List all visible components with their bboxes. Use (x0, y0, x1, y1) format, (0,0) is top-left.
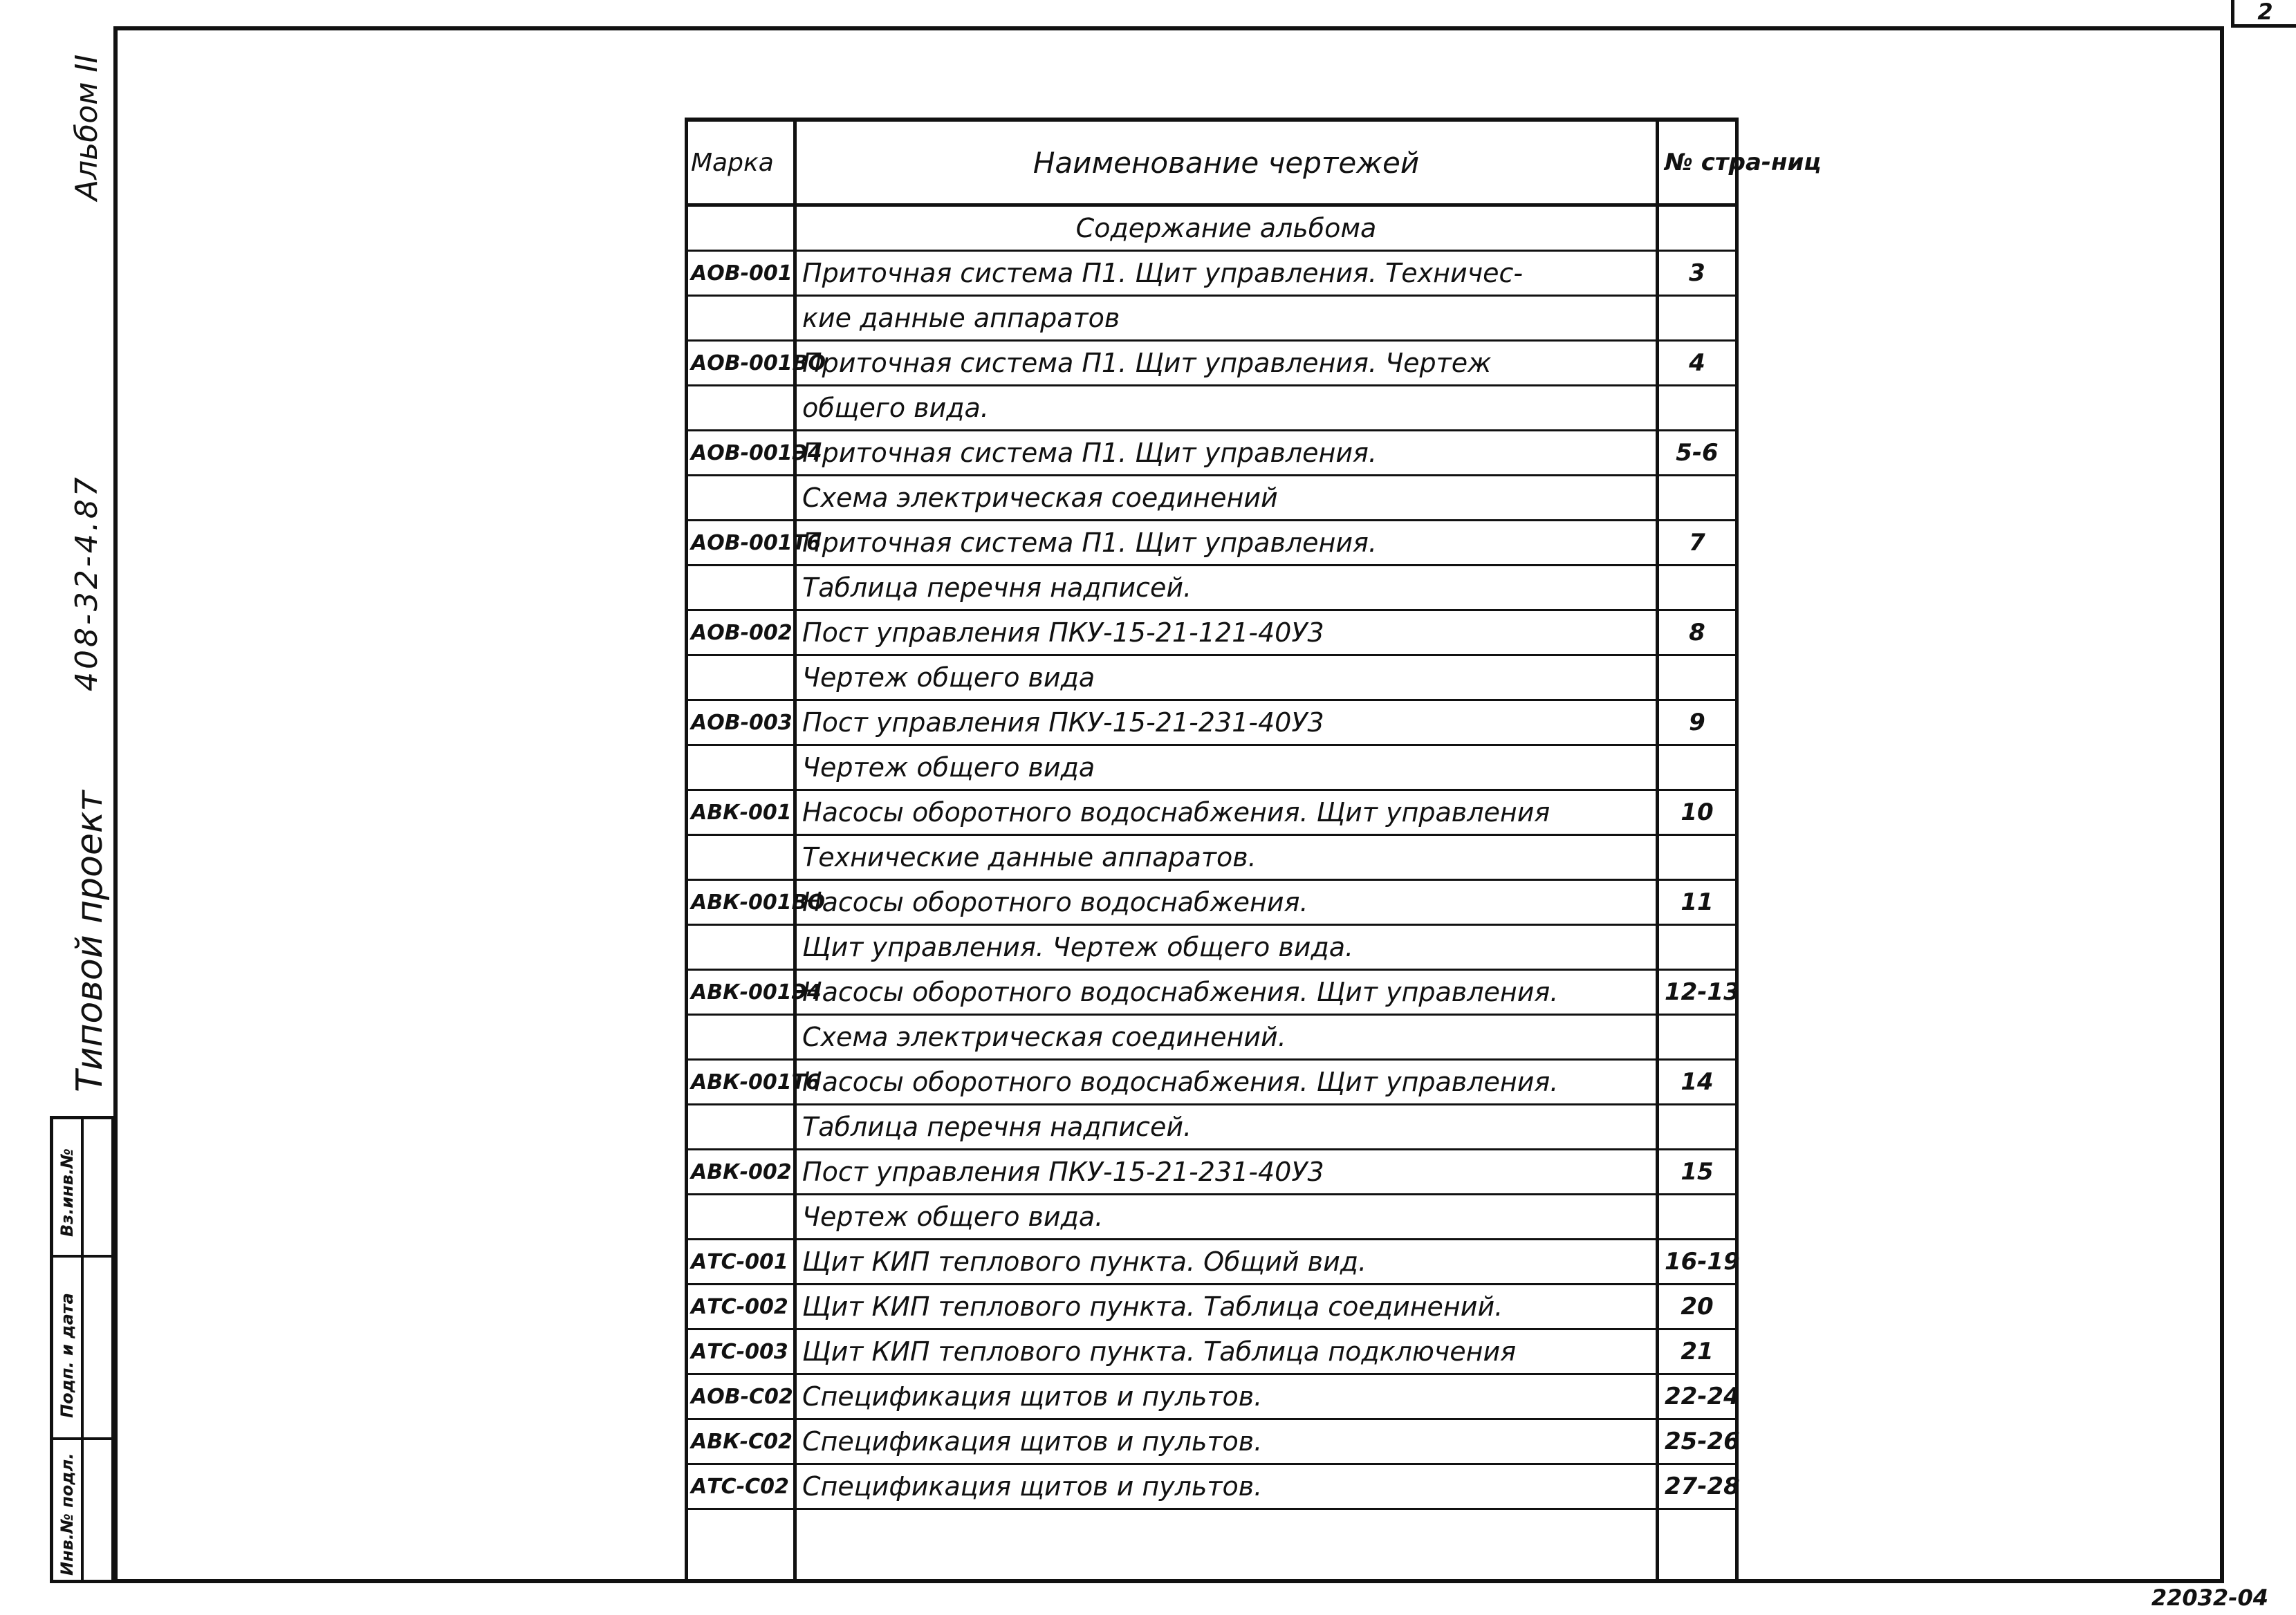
cell-name: Насосы оборотного водоснабжения. (795, 880, 1658, 925)
table-row (687, 1150, 1737, 1195)
cell-name: Насосы оборотного водоснабжения. Щит управления (795, 790, 1658, 835)
cell-name: Содержание альбома (795, 205, 1658, 251)
cell-page: 27-28 (1658, 1464, 1737, 1509)
cell-page: 11 (1658, 880, 1737, 925)
table-row (687, 1285, 1737, 1329)
table-row (687, 745, 1737, 790)
cell-page (1658, 1015, 1737, 1060)
cell-name: Схема электрическая соединений. (795, 1015, 1658, 1060)
cell-page (1658, 835, 1737, 880)
cell-mark: АОВ-001Э4 (687, 431, 795, 476)
cell-name: Насосы оборотного водоснабжения. Щит управления. (795, 970, 1658, 1015)
cell-page (1658, 296, 1737, 341)
cell-page: 9 (1658, 700, 1737, 745)
cell-mark: АВК-001Э4 (687, 970, 795, 1015)
cell-mark: АОВ-001 (687, 251, 795, 296)
table-row (687, 835, 1737, 880)
cell-name (795, 1509, 1658, 1582)
cell-name: Чертеж общего вида (795, 655, 1658, 700)
table-row (687, 1195, 1737, 1240)
table-row (687, 205, 1737, 251)
cell-mark: АВК-001 (687, 790, 795, 835)
cell-name: Таблица перечня надписей. (795, 1105, 1658, 1150)
table-row (687, 1060, 1737, 1105)
cell-page: 7 (1658, 521, 1737, 566)
cell-page: 15 (1658, 1150, 1737, 1195)
header-name: Наименование чертежей (795, 120, 1658, 205)
table-row (687, 521, 1737, 566)
cell-mark: АТС-003 (687, 1329, 795, 1374)
stamp-vz-inv: Вз.инв.№ (57, 1148, 77, 1237)
cell-mark (687, 745, 795, 790)
cell-mark: АОВ-С02 (687, 1374, 795, 1419)
cell-page: 22-24 (1658, 1374, 1737, 1419)
cell-mark (687, 296, 795, 341)
table-row (687, 790, 1737, 835)
cell-name: Спецификация щитов и пультов. (795, 1419, 1658, 1464)
cell-name: Технические данные аппаратов. (795, 835, 1658, 880)
contents-table (685, 118, 1822, 1583)
cell-page: 14 (1658, 1060, 1737, 1105)
cell-name: Таблица перечня надписей. (795, 566, 1658, 610)
cell-mark (687, 566, 795, 610)
cell-name: Щит КИП теплового пункта. Общий вид. (795, 1240, 1658, 1285)
cell-page: 10 (1658, 790, 1737, 835)
cell-name: Пост управления ПКУ-15-21-231-40У3 (795, 700, 1658, 745)
cell-mark (687, 655, 795, 700)
cell-name: общего вида. (795, 386, 1658, 431)
table-row (687, 700, 1737, 745)
table-row (687, 296, 1737, 341)
table-row (687, 1464, 1737, 1509)
cell-mark (687, 476, 795, 521)
cell-page (1658, 566, 1737, 610)
cell-page (1658, 925, 1737, 970)
approval-stamp (50, 1116, 115, 1583)
cell-name: Чертеж общего вида. (795, 1195, 1658, 1240)
cell-name: Схема электрическая соединений (795, 476, 1658, 521)
cell-page (1658, 1195, 1737, 1240)
cell-name: Чертеж общего вида (795, 745, 1658, 790)
cell-mark: АВК-С02 (687, 1419, 795, 1464)
cell-name: Пост управления ПКУ-15-21-121-40У3 (795, 610, 1658, 655)
table-row (687, 566, 1737, 610)
album-label: Альбом II (69, 54, 104, 200)
table-row (687, 341, 1737, 386)
cell-mark (687, 1105, 795, 1150)
cell-page: 12-13 (1658, 970, 1737, 1015)
table-row (687, 925, 1737, 970)
stamp-inv-podl: Инв.№ подл. (57, 1453, 77, 1576)
header-page: № стра-ниц (1658, 120, 1737, 205)
table-row (687, 431, 1737, 476)
cell-page: 4 (1658, 341, 1737, 386)
cell-mark: АОВ-003 (687, 700, 795, 745)
cell-mark: АОВ-001ВО (687, 341, 795, 386)
cell-mark: АВК-001ВО (687, 880, 795, 925)
table-row (687, 655, 1737, 700)
table-row (687, 1329, 1737, 1374)
page-number: 2 (2231, 0, 2296, 28)
table-row (687, 1240, 1737, 1285)
cell-name: Пост управления ПКУ-15-21-231-40У3 (795, 1150, 1658, 1195)
cell-name: Приточная система П1. Щит управления. Чертеж (795, 341, 1658, 386)
cell-mark (687, 1195, 795, 1240)
table-header-row (687, 120, 1737, 205)
cell-mark: АОВ-001Т6 (687, 521, 795, 566)
cell-mark (687, 205, 795, 251)
cell-mark (687, 386, 795, 431)
cell-page (1658, 476, 1737, 521)
table-row (687, 1509, 1737, 1582)
table-row (687, 251, 1737, 296)
cell-name: Насосы оборотного водоснабжения. Щит управления. (795, 1060, 1658, 1105)
cell-page (1658, 205, 1737, 251)
cell-name: Приточная система П1. Щит управления. Техничес- (795, 251, 1658, 296)
table-row (687, 1374, 1737, 1419)
cell-page (1658, 386, 1737, 431)
project-type: Типовой проект (69, 790, 111, 1092)
cell-mark (687, 1015, 795, 1060)
stamp-column-divider (81, 1119, 84, 1580)
cell-name: Спецификация щитов и пультов. (795, 1464, 1658, 1509)
cell-name: Щит управления. Чертеж общего вида. (795, 925, 1658, 970)
table-row (687, 1419, 1737, 1464)
project-code: 408-32-4.87 (69, 474, 104, 691)
cell-mark: АТС-001 (687, 1240, 795, 1285)
cell-mark (687, 925, 795, 970)
cell-page: 25-26 (1658, 1419, 1737, 1464)
stamp-podp-data: Подп. и дата (57, 1293, 77, 1418)
cell-mark (687, 835, 795, 880)
cell-page: 16-19 (1658, 1240, 1737, 1285)
table-row (687, 970, 1737, 1015)
document-code: 22032-04 (2151, 1585, 2268, 1611)
table-row (687, 610, 1737, 655)
table-row (687, 1015, 1737, 1060)
cell-page: 8 (1658, 610, 1737, 655)
cell-mark: АТС-С02 (687, 1464, 795, 1509)
stamp-row-divider (53, 1437, 111, 1440)
cell-name: Спецификация щитов и пультов. (795, 1374, 1658, 1419)
cell-mark: АТС-002 (687, 1285, 795, 1329)
cell-name: Щит КИП теплового пункта. Таблица подключения (795, 1329, 1658, 1374)
table-row (687, 1105, 1737, 1150)
table-row (687, 880, 1737, 925)
cell-name: Приточная система П1. Щит управления. (795, 521, 1658, 566)
cell-page: 5-6 (1658, 431, 1737, 476)
stamp-row-divider (53, 1255, 111, 1258)
cell-mark: АВК-002 (687, 1150, 795, 1195)
cell-name: Щит КИП теплового пункта. Таблица соединений. (795, 1285, 1658, 1329)
cell-page: 20 (1658, 1285, 1737, 1329)
cell-page (1658, 1509, 1737, 1582)
cell-page (1658, 1105, 1737, 1150)
table-row (687, 386, 1737, 431)
cell-page: 3 (1658, 251, 1737, 296)
cell-page (1658, 745, 1737, 790)
cell-mark: АВК-001Т6 (687, 1060, 795, 1105)
cell-name: Приточная система П1. Щит управления. (795, 431, 1658, 476)
header-mark: Марка (687, 120, 795, 205)
cell-page (1658, 655, 1737, 700)
cell-mark: АОВ-002 (687, 610, 795, 655)
cell-mark (687, 1509, 795, 1582)
cell-page: 21 (1658, 1329, 1737, 1374)
cell-name: кие данные аппаратов (795, 296, 1658, 341)
table-row (687, 476, 1737, 521)
